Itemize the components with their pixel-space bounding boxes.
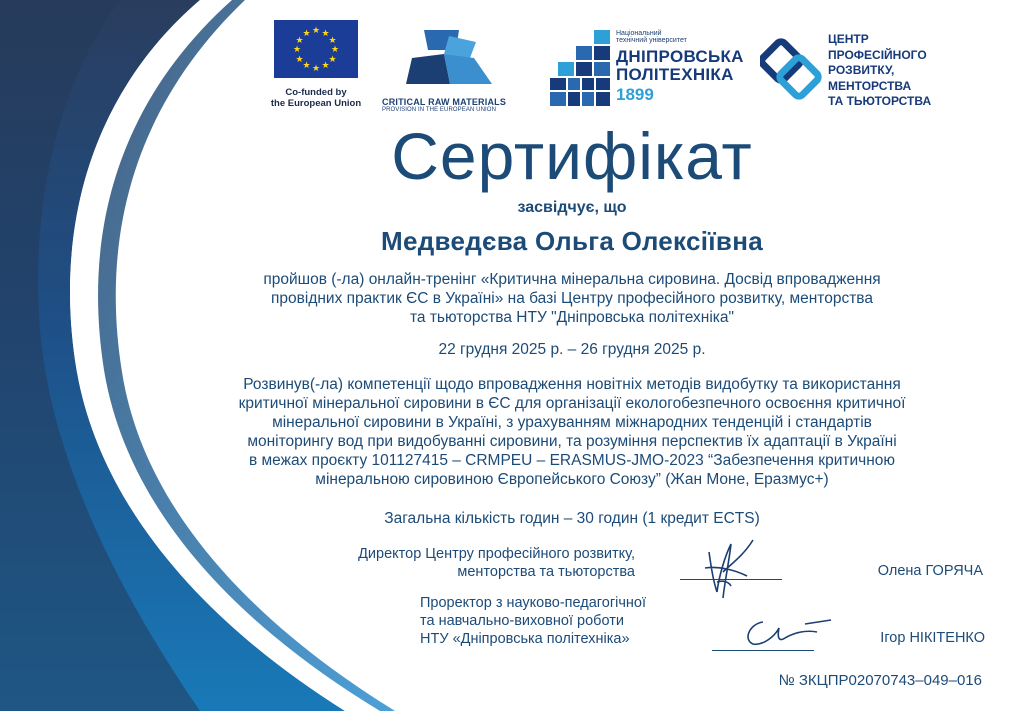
critical-raw-materials-icon xyxy=(404,28,494,86)
competence-line: мінеральною сировиною Європейського Союзу” (Жан Моне, Еразмус+) xyxy=(315,471,829,488)
director-title xyxy=(290,545,635,581)
cpr-line1: ЦЕНТР xyxy=(828,32,869,46)
vice-rector-title-line1: Проректор з науково-педагогічної xyxy=(420,595,646,611)
training-line: провідних практик ЄС в Україні» на базі Центру професійного розвитку, менторства xyxy=(271,290,873,307)
eu-star-icon: ★ xyxy=(321,27,330,38)
vice-rector-title xyxy=(420,594,700,648)
eu-star-icon: ★ xyxy=(295,53,304,64)
eu-star-icon: ★ xyxy=(321,60,330,71)
competence-line: моніторингу вод при видобуванні сировини, та розуміння перспектив їх адаптації в Україні xyxy=(247,433,897,450)
training-dates: 22 грудня 2025 р. – 26 грудня 2025 р. xyxy=(438,341,706,358)
vice-rector-title-line3: НТУ «Дніпровська політехніка» xyxy=(420,631,630,647)
crm-subtitle: PROVISION IN THE EUROPEAN UNION xyxy=(382,107,497,113)
eu-star-icon: ★ xyxy=(312,25,321,35)
director-title-line1: Директор Центру професійного розвитку, xyxy=(358,546,635,562)
eu-star-icon: ★ xyxy=(302,60,311,71)
competence-line: в межах проєкту 101127415 – CRMPEU – ERASMUS-JMO-2023 “Забезпечення критичною xyxy=(248,452,895,469)
eu-star-icon: ★ xyxy=(312,63,321,73)
total-hours: Загальна кількість годин – 30 годин (1 кредит ECTS) xyxy=(384,510,760,527)
training-line: пройшов (-ла) онлайн-тренінг «Критична мінеральна сировина. Досвід впровадження xyxy=(263,271,881,288)
certifies-text: засвідчує, що xyxy=(517,199,627,216)
director-signature xyxy=(695,532,765,604)
crm-name: CRITICAL RAW MATERIALS xyxy=(382,97,507,107)
eu-star-icon: ★ xyxy=(293,44,302,54)
cpr-logo xyxy=(760,30,970,110)
cpr-line5: ТА ТЬЮТОРСТВА xyxy=(828,94,932,108)
training-line: та тьюторства НТУ "Дніпровська політехніка" xyxy=(409,309,735,326)
competence-line: мінеральної сировини в Україні, з урахуванням міжнародних тенденцій і стандартів xyxy=(272,414,872,431)
dp-name-line2: ПОЛІТЕХНІКА xyxy=(616,65,734,84)
vice-rector-signature xyxy=(735,612,835,652)
director-name: Олена ГОРЯЧА xyxy=(877,563,983,579)
eu-logo xyxy=(266,20,366,109)
cpr-line2: ПРОФЕСІЙНОГО xyxy=(828,47,927,62)
dniprovska-politekhnika-logo xyxy=(550,30,760,106)
director-title-line2: менторства та тьюторства xyxy=(457,564,635,580)
dp-small-line2: технічний університет xyxy=(616,37,687,44)
certificate-number: № ЗКЦПР02070743–049–016 xyxy=(778,672,982,689)
eu-star-icon: ★ xyxy=(328,34,337,45)
eu-star-icon: ★ xyxy=(331,44,340,54)
competence-line: Розвинув(-ла) компетенції щодо впровадження новітніх методів видобутку та використання xyxy=(243,376,901,393)
eu-star-icon: ★ xyxy=(328,53,337,64)
eu-star-icon: ★ xyxy=(295,34,304,45)
cpr-line3: РОЗВИТКУ, xyxy=(828,63,895,77)
eu-text-line2: the European Union xyxy=(270,98,362,109)
eu-flag-icon xyxy=(274,20,358,78)
dp-year: 1899 xyxy=(616,85,654,104)
eu-star-icon: ★ xyxy=(302,27,311,38)
competence-line: критичної мінеральної сировини в ЄС для організації екологобезпечного освоєння критичної xyxy=(238,395,906,412)
vice-rector-title-line2: та навчально-виховної роботи xyxy=(420,613,624,629)
chain-link-icon xyxy=(760,30,822,106)
certificate-title: Сертифікат xyxy=(391,119,753,193)
dp-small-line1: Національний xyxy=(616,30,662,37)
dp-name-line1: ДНІПРОВСЬКА xyxy=(616,47,744,66)
competence-description xyxy=(180,375,964,489)
cpr-line4: МЕНТОРСТВА xyxy=(828,78,912,93)
crm-logo xyxy=(382,28,516,113)
recipient-name: Медведєва Ольга Олексіївна xyxy=(381,226,763,256)
vice-rector-name: Ігор НІКІТЕНКО xyxy=(880,630,985,646)
eu-text-line1: Co-funded by xyxy=(285,87,347,98)
dniprovska-politekhnika-icon xyxy=(550,30,612,106)
training-description xyxy=(180,270,964,327)
